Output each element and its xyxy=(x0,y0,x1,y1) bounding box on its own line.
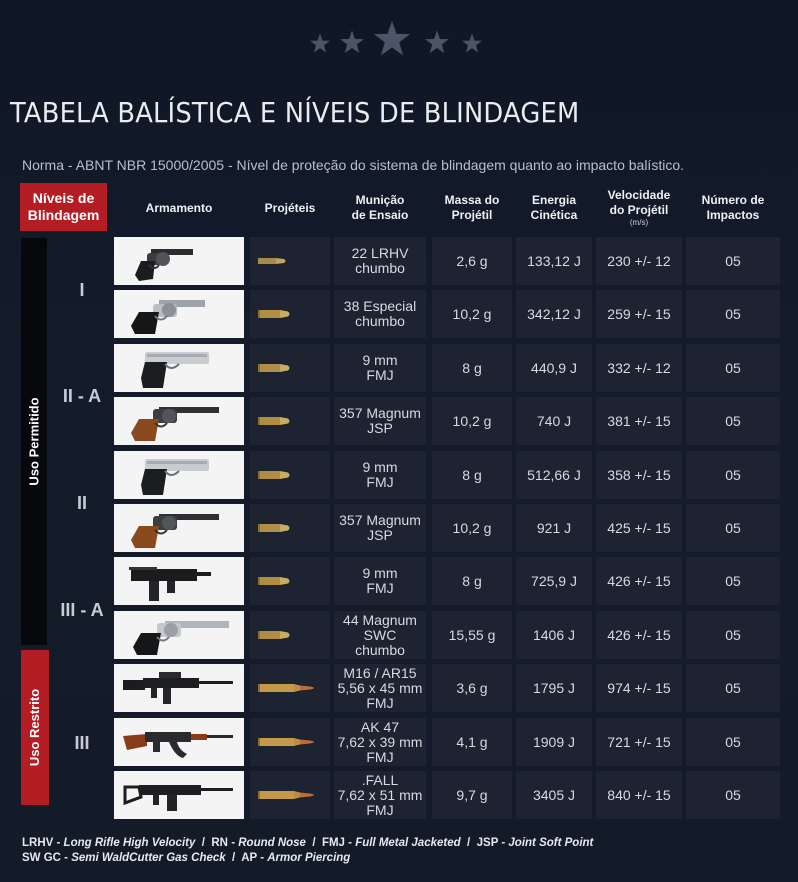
legend-abbr: AP xyxy=(241,852,258,864)
municao-line: FMJ xyxy=(366,748,394,765)
cell-energia: 740 J xyxy=(516,397,592,445)
cell-impactos: 05 xyxy=(686,611,780,659)
header-energia-line1: Energia xyxy=(531,193,576,207)
bullet-pistol-icon xyxy=(250,611,330,659)
cell-velocidade: 426 +/- 15 xyxy=(596,557,682,605)
cell-energia: 133,12 J xyxy=(516,237,592,285)
cell-municao xyxy=(334,771,426,819)
star-icon xyxy=(425,31,449,54)
header-velocidade xyxy=(596,183,682,233)
cell-municao xyxy=(334,290,426,338)
header-municao xyxy=(334,183,426,233)
municao-line: JSP xyxy=(367,420,393,436)
legend-full: Armor Piercing xyxy=(267,852,351,864)
cell-velocidade: 974 +/- 15 xyxy=(596,664,682,712)
bullet-rifle-icon xyxy=(250,664,330,712)
legend-full: Joint Soft Point xyxy=(508,837,594,849)
legend-abbr: JSP xyxy=(476,837,499,849)
header-energia-line2: Cinética xyxy=(530,208,578,222)
header-massa xyxy=(432,183,512,233)
bullet-rifle-icon xyxy=(250,771,330,819)
municao-line: chumbo xyxy=(355,313,405,329)
cell-velocidade: 426 +/- 15 xyxy=(596,611,682,659)
cell-impactos: 05 xyxy=(686,344,780,392)
cell-energia: 1795 J xyxy=(516,664,592,712)
municao-line: 9 mm xyxy=(362,459,398,475)
star-icon xyxy=(340,31,364,54)
municao-line: 44 Magnum xyxy=(343,611,417,628)
cell-municao xyxy=(334,557,426,605)
municao-line: 38 Especial xyxy=(343,298,417,314)
page-title: TABELA BALÍSTICA E NÍVEIS DE BLINDAGEM xyxy=(10,96,580,129)
page-subtitle: Norma - ABNT NBR 15000/2005 - Nível de proteção do sistema de blindagem quanto ao impacto balístico. xyxy=(22,157,684,173)
stars-decoration xyxy=(0,18,798,62)
cell-municao xyxy=(334,718,426,766)
header-impactos xyxy=(686,183,780,233)
cell-municao xyxy=(334,664,426,712)
header-energia xyxy=(516,183,592,233)
magnum-revolver-icon xyxy=(114,397,244,445)
cell-impactos: 05 xyxy=(686,290,780,338)
level-label-i: I xyxy=(79,280,85,300)
cell-massa: 15,55 g xyxy=(432,611,512,659)
bullet-pistol-icon xyxy=(250,557,330,605)
cell-massa: 8 g xyxy=(432,451,512,499)
header-projeteis xyxy=(250,183,330,233)
municao-line: FMJ xyxy=(366,474,394,490)
cell-massa: 2,6 g xyxy=(432,237,512,285)
municao-line: FMJ xyxy=(366,367,394,383)
legend-full: Round Nose xyxy=(238,837,306,849)
cell-impactos: 05 xyxy=(686,504,780,552)
cell-energia: 1909 J xyxy=(516,718,592,766)
cell-energia: 1406 J xyxy=(516,611,592,659)
group-uso-permitido xyxy=(21,238,47,645)
group-uso-restrito-label: Uso Restrito xyxy=(27,688,43,767)
cell-massa: 10,2 g xyxy=(432,290,512,338)
bullet-rifle-icon xyxy=(250,718,330,766)
cell-impactos: 05 xyxy=(686,771,780,819)
header-levels-line2: Blindagem xyxy=(27,207,100,223)
assault-rifle-ak47-icon xyxy=(114,718,244,766)
cell-impactos: 05 xyxy=(686,237,780,285)
municao-line: FMJ xyxy=(366,694,394,711)
level-label-iii-a: III - A xyxy=(60,600,104,620)
header-impactos-line2: Impactos xyxy=(706,208,760,222)
cell-massa: 9,7 g xyxy=(432,771,512,819)
cell-municao xyxy=(334,504,426,552)
star-icon xyxy=(310,34,330,53)
cell-massa: 8 g xyxy=(432,557,512,605)
long-revolver-icon xyxy=(114,611,244,659)
header-municao-line1: Munição xyxy=(355,193,405,207)
pistol-icon xyxy=(114,451,244,499)
municao-line: 7,62 x 51 mm xyxy=(337,786,423,803)
cell-velocidade: 425 +/- 15 xyxy=(596,504,682,552)
cell-municao xyxy=(334,611,426,659)
bullet-small-icon xyxy=(250,237,330,285)
legend-abbr: SW GC xyxy=(22,852,61,864)
battle-rifle-fal-icon xyxy=(114,771,244,819)
cell-municao xyxy=(334,397,426,445)
cell-massa: 8 g xyxy=(432,344,512,392)
municao-line: 22 LRHV xyxy=(351,245,409,261)
legend-full: Long Rifle High Velocity xyxy=(63,837,196,849)
municao-line: 357 Magnum xyxy=(339,405,421,421)
cell-energia: 725,9 J xyxy=(516,557,592,605)
pistol-icon xyxy=(114,344,244,392)
submachine-gun-icon xyxy=(114,557,244,605)
bullet-pistol-icon xyxy=(250,344,330,392)
municao-line: M16 / AR15 xyxy=(343,664,417,681)
cell-impactos: 05 xyxy=(686,451,780,499)
revolver-icon xyxy=(114,290,244,338)
revolver-small-icon xyxy=(114,237,244,285)
cell-impactos: 05 xyxy=(686,397,780,445)
header-levels-line1: Níveis de xyxy=(32,190,95,206)
municao-line: JSP xyxy=(367,527,393,543)
legend-line-2: SW GC - Semi WaldCutter Gas Check / AP - Armor Piercing xyxy=(22,852,351,864)
cell-massa: 3,6 g xyxy=(432,664,512,712)
cell-velocidade: 230 +/- 12 xyxy=(596,237,682,285)
municao-line: SWC xyxy=(363,626,397,643)
star-icon xyxy=(374,21,410,55)
level-label-ii-a: II - A xyxy=(62,386,102,406)
cell-massa: 4,1 g xyxy=(432,718,512,766)
header-municao-line2: de Ensaio xyxy=(351,208,409,222)
cell-velocidade: 358 +/- 15 xyxy=(596,451,682,499)
cell-massa: 10,2 g xyxy=(432,397,512,445)
group-uso-permitido-label: Uso Permitido xyxy=(26,397,42,486)
legend-line-1: LRHV - Long Rifle High Velocity / RN - Round Nose / FMJ - Full Metal Jacketed / JSP - Joint Soft Point xyxy=(22,837,594,849)
municao-line: 7,62 x 39 mm xyxy=(337,733,423,750)
legend-abbr: LRHV xyxy=(22,837,54,849)
header-velocidade-unit: (m/s) xyxy=(629,218,649,227)
cell-energia: 3405 J xyxy=(516,771,592,819)
header-velocidade-line1: Velocidade xyxy=(607,188,671,202)
cell-impactos: 05 xyxy=(686,664,780,712)
star-icon xyxy=(462,34,482,53)
header-velocidade-line2: do Projétil xyxy=(609,203,669,217)
municao-line: FMJ xyxy=(366,580,394,596)
cell-energia: 921 J xyxy=(516,504,592,552)
bullet-pistol-icon xyxy=(250,290,330,338)
header-massa-line2: Projétil xyxy=(451,208,493,222)
cell-municao xyxy=(334,237,426,285)
header-projeteis-label: Projéteis xyxy=(264,200,316,215)
header-levels xyxy=(20,183,107,231)
cell-municao xyxy=(334,344,426,392)
bullet-pistol-icon xyxy=(250,397,330,445)
municao-line: .FALL xyxy=(361,771,399,788)
legend-full: Full Metal Jacketed xyxy=(355,837,461,849)
municao-line: 9 mm xyxy=(362,352,398,368)
group-uso-restrito xyxy=(21,650,49,805)
cell-velocidade: 840 +/- 15 xyxy=(596,771,682,819)
cell-energia: 512,66 J xyxy=(516,451,592,499)
cell-energia: 440,9 J xyxy=(516,344,592,392)
municao-line: 5,56 x 45 mm xyxy=(337,679,423,696)
municao-line: 357 Magnum xyxy=(339,512,421,528)
municao-line: chumbo xyxy=(355,641,405,658)
cell-municao xyxy=(334,451,426,499)
municao-line: FMJ xyxy=(366,801,394,818)
legend xyxy=(22,836,593,866)
cell-velocidade: 381 +/- 15 xyxy=(596,397,682,445)
legend-full: Semi WaldCutter Gas Check xyxy=(71,852,226,864)
cell-velocidade: 721 +/- 15 xyxy=(596,718,682,766)
level-label-ii: II xyxy=(76,493,87,513)
header-armamento-label: Armamento xyxy=(145,200,213,215)
municao-line: 9 mm xyxy=(362,565,398,581)
legend-abbr: RN xyxy=(211,837,228,849)
magnum-revolver-icon xyxy=(114,504,244,552)
cell-impactos: 05 xyxy=(686,557,780,605)
cell-massa: 10,2 g xyxy=(432,504,512,552)
bullet-pistol-icon xyxy=(250,451,330,499)
header-armamento xyxy=(114,183,244,233)
cell-velocidade: 259 +/- 15 xyxy=(596,290,682,338)
legend-abbr: FMJ xyxy=(321,837,345,849)
cell-energia: 342,12 J xyxy=(516,290,592,338)
bullet-pistol-icon xyxy=(250,504,330,552)
level-label-iii: III xyxy=(74,733,90,753)
header-massa-line1: Massa do xyxy=(444,193,500,207)
assault-rifle-m16-icon xyxy=(114,664,244,712)
municao-line: chumbo xyxy=(355,260,405,276)
municao-line: AK 47 xyxy=(360,718,400,735)
cell-velocidade: 332 +/- 12 xyxy=(596,344,682,392)
cell-impactos: 05 xyxy=(686,718,780,766)
header-impactos-line1: Número de xyxy=(701,193,765,207)
